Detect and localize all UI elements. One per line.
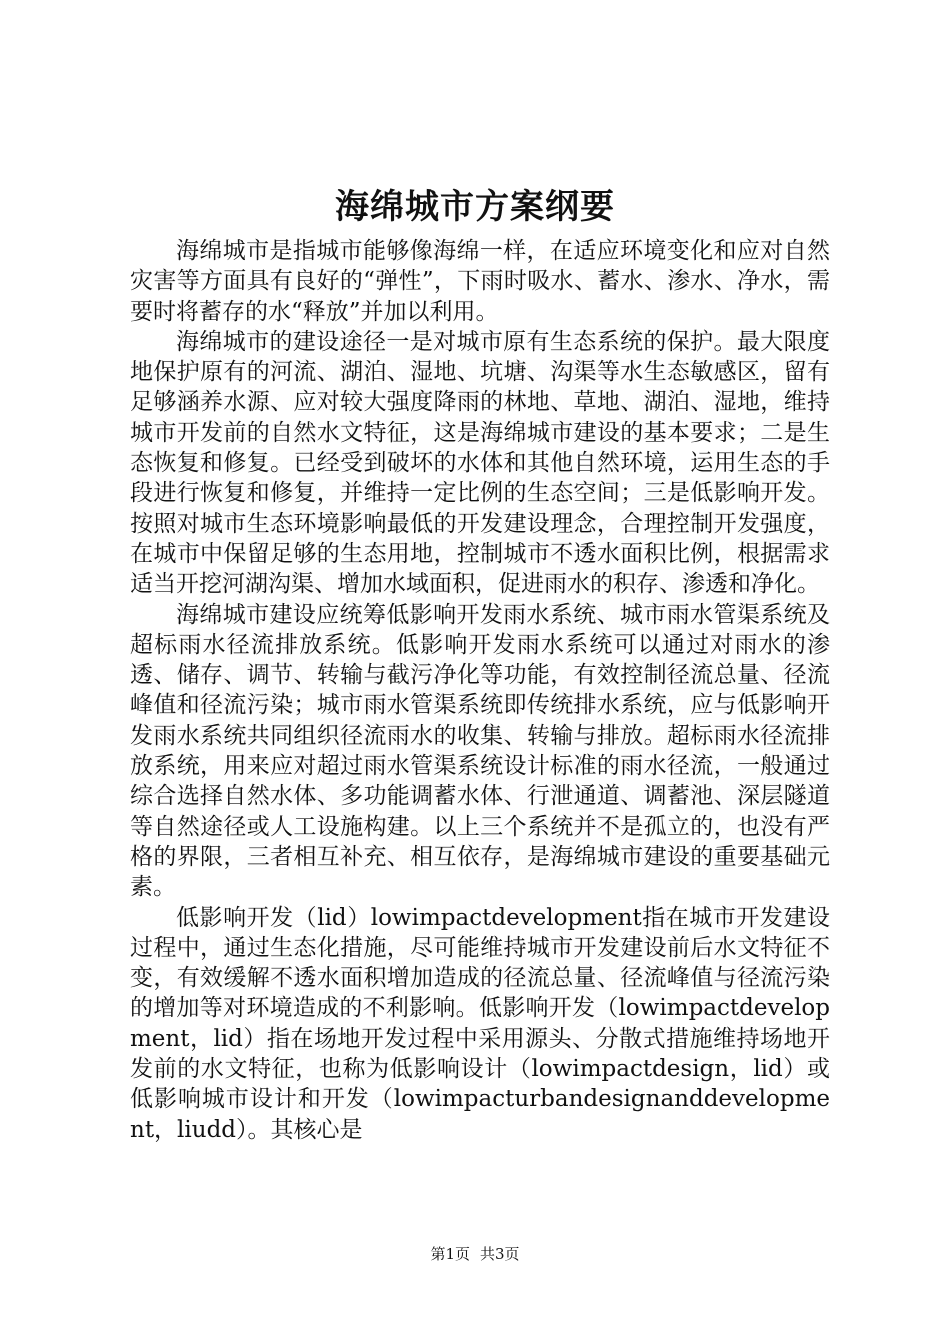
- document-title: 海绵城市方案纲要: [335, 187, 615, 227]
- page-number: 第1页: [430, 1245, 470, 1263]
- paragraph-1: 海绵城市是指城市能够像海绵一样，在适应环境变化和应对自然灾害等方面具有良好的“弹性”，下雨时吸水、蓄水、渗水、净水，需要时将蓄存的水“释放”并加以利用。: [130, 238, 830, 325]
- paragraph-3: 海绵城市建设应统筹低影响开发雨水系统、城市雨水管渠系统及超标雨水径流排放系统。低影响开发雨水系统可以通过对雨水的渗透、储存、调节、转输与截污净化等功能，有效控制径流总量、径流峰值和径流污染；城市雨水管渠系统即传统排水系统，应与低影响开发雨水系统共同组织径流雨水的收集、转输与排放。超标雨水径流排放系统，用来应对超过雨水管渠系统设计标准的雨水径流，一般通过综合选择自然水体、多功能调蓄水体、行泄通道、调蓄池、深层隧道等自然途径或人工设施构建。以上三个系统并不是孤立的，也没有严格的界限，三者相互补充、相互依存，是海绵城市建设的重要基础元素。: [130, 601, 830, 901]
- document-body: [130, 236, 830, 1145]
- page-total: 共3页: [480, 1245, 520, 1263]
- paragraph-2: 海绵城市的建设途径一是对城市原有生态系统的保护。最大限度地保护原有的河流、湖泊、湿地、坑塘、沟渠等水生态敏感区，留有足够涵养水源、应对较大强度降雨的林地、草地、湖泊、湿地，维持城市开发前的自然水文特征，这是海绵城市建设的基本要求；二是生态恢复和修复。已经受到破坏的水体和其他自然环境，运用生态的手段进行恢复和修复，并维持一定比例的生态空间；三是低影响开发。按照对城市生态环境影响最低的开发建设理念，合理控制开发强度，在城市中保留足够的生态用地，控制城市不透水面积比例，根据需求适当开挖河湖沟渠、增加水域面积，促进雨水的积存、渗透和净化。: [130, 328, 830, 598]
- paragraph-4: 低影响开发（lid）lowimpactdevelopment指在城市开发建设过程中，通过生态化措施，尽可能维持城市开发建设前后水文特征不变，有效缓解不透水面积增加造成的径流总量、径流峰值与径流污染的增加等对环境造成的不利影响。低影响开发（lowimpactdevelopment，lid）指在场地开发过程中采用源头、分散式措施维持场地开发前的水文特征，也称为低影响设计（lowimpactdesign，lid）或低影响城市设计和开发（lowimpacturbandesignanddevelopment，liudd）。其核心是: [130, 904, 830, 1143]
- page-footer: [0, 1244, 950, 1264]
